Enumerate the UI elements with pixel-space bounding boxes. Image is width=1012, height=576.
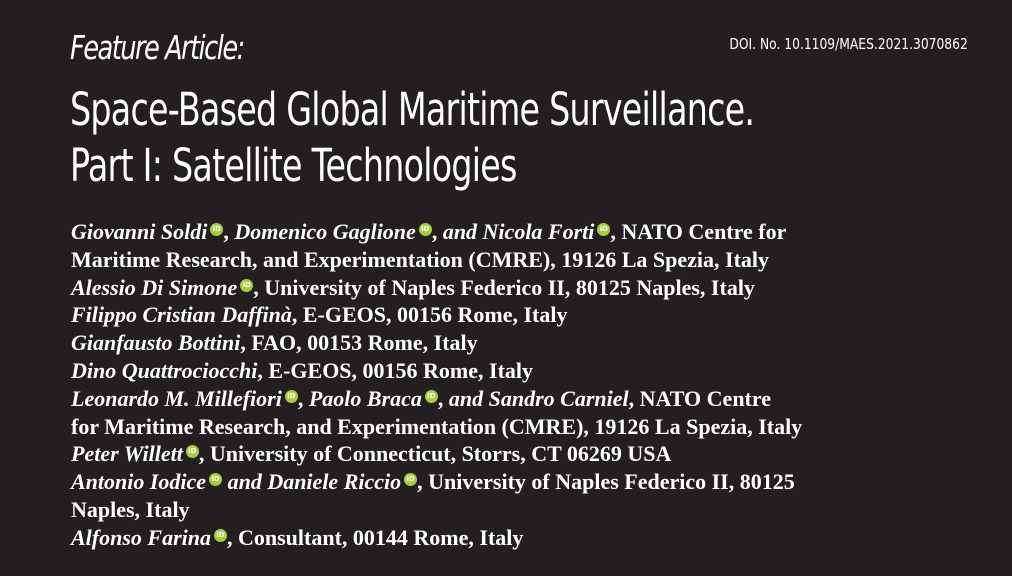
- affiliation: , NATO Centre for: [610, 219, 787, 244]
- orcid-icon[interactable]: iD: [214, 529, 227, 542]
- author-line: [71, 329, 991, 357]
- author-line: [71, 385, 991, 413]
- affiliation: , Consultant, 00144 Rome, Italy: [227, 524, 524, 550]
- author-line: [71, 468, 991, 496]
- author-name: Alessio Di Simone: [71, 274, 238, 300]
- orcid-icon[interactable]: iD: [404, 473, 417, 486]
- affiliation: , E-GEOS, 00156 Rome, Italy: [257, 357, 534, 383]
- affiliation: , NATO Centre: [628, 385, 772, 411]
- orcid-icon[interactable]: iD: [240, 279, 253, 292]
- orcid-icon[interactable]: iD: [419, 223, 432, 236]
- affiliation: , University of Connecticut, Storrs, CT 06269 USA: [198, 441, 672, 467]
- affiliation: , University of Naples Federico II, 80125: [417, 469, 795, 495]
- affiliation: , FAO, 00153 Rome, Italy: [240, 330, 478, 356]
- orcid-icon[interactable]: iD: [209, 473, 222, 486]
- separator: ,: [223, 219, 235, 244]
- orcid-icon[interactable]: iD: [186, 445, 199, 458]
- affiliation-line: for Maritime Research, and Experimentation (CMRE), 19126 La Spezia, Italy: [71, 413, 803, 439]
- author-line: [71, 274, 991, 302]
- author-name: Antonio Iodice: [71, 469, 207, 495]
- separator: ,: [431, 219, 443, 244]
- doi-label: DOI. No. 10.1109/MAES.2021.3070862: [729, 35, 968, 53]
- separator: ,: [297, 385, 309, 411]
- author-line: [71, 524, 991, 552]
- author-name: Giovanni Soldi: [71, 219, 208, 244]
- feature-article-label: Feature Article:: [70, 28, 244, 67]
- affiliation: , E-GEOS, 00156 Rome, Italy: [291, 302, 568, 328]
- separator: ,: [437, 385, 449, 411]
- author-line: [71, 357, 991, 385]
- author-name: and Nicola Forti: [442, 219, 595, 244]
- author-name: Leonardo M. Millefiori: [71, 385, 282, 411]
- title-line-2: Part I: Satellite Technologies: [70, 139, 517, 192]
- author-name: and Sandro Carniel: [448, 385, 629, 411]
- author-name: Gianfausto Bottini: [71, 330, 241, 356]
- author-list: [71, 218, 991, 552]
- author-name: Alfonso Farina: [71, 524, 211, 550]
- orcid-icon[interactable]: iD: [210, 223, 223, 236]
- affiliation-line: Naples, Italy: [71, 496, 190, 522]
- author-name: Dino Quattrociocchi: [71, 357, 258, 383]
- article-title: [70, 82, 754, 194]
- author-name: Domenico Gaglione: [234, 219, 416, 244]
- author-name: Peter Willett: [71, 441, 183, 467]
- affiliation-line: Maritime Research, and Experimentation (CMRE), 19126 La Spezia, Italy: [71, 246, 770, 272]
- author-name: Paolo Braca: [308, 385, 422, 411]
- title-line-1: Space-Based Global Maritime Surveillance.: [70, 83, 755, 136]
- author-line: [71, 301, 991, 329]
- author-line: [71, 218, 991, 246]
- author-name: and Daniele Riccio: [227, 469, 402, 495]
- orcid-icon[interactable]: iD: [425, 390, 438, 403]
- author-line: [71, 440, 991, 468]
- author-name: Filippo Cristian Daffinà: [71, 302, 292, 328]
- affiliation: , University of Naples Federico II, 80125 Naples, Italy: [253, 274, 755, 300]
- orcid-icon[interactable]: iD: [285, 390, 298, 403]
- orcid-icon[interactable]: iD: [597, 223, 610, 236]
